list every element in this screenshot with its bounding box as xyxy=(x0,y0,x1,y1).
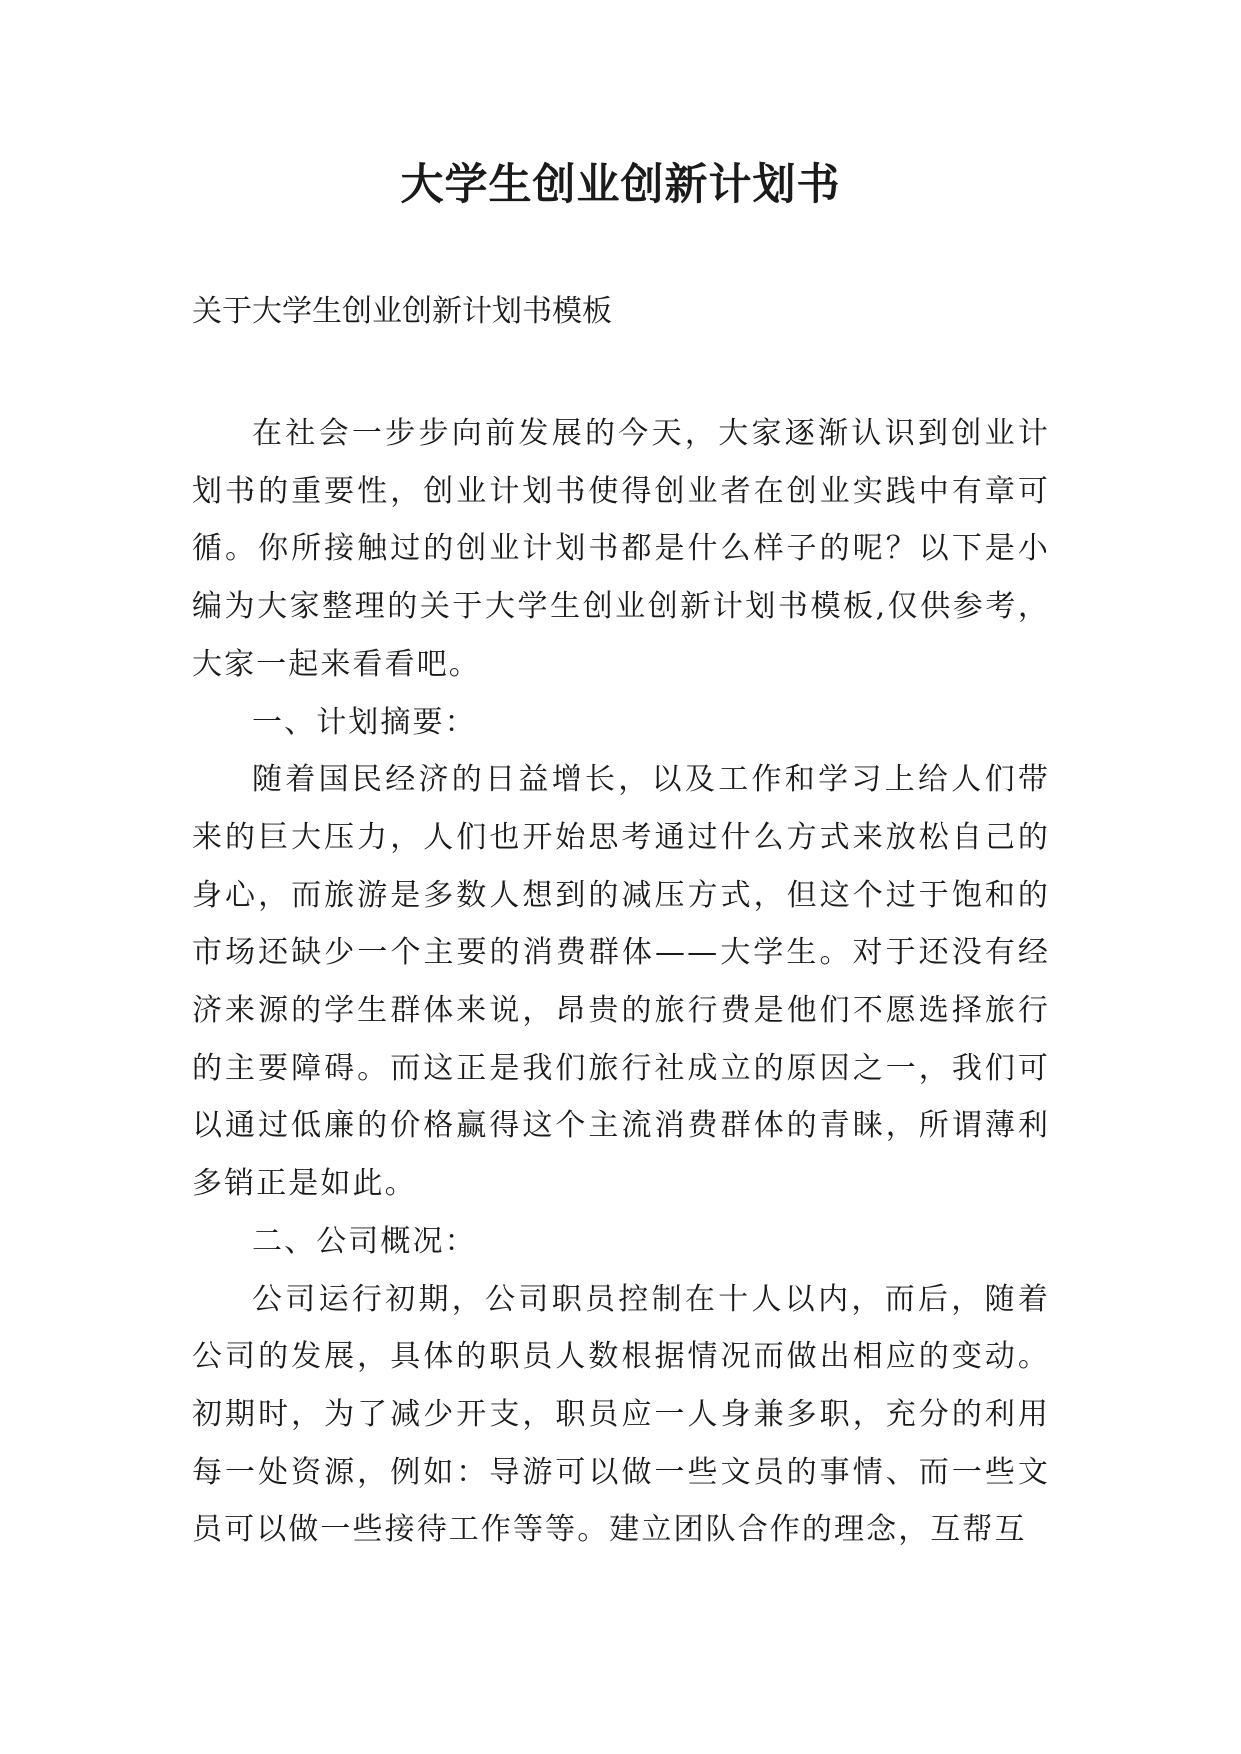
paragraph-summary: 随着国民经济的日益增长，以及工作和学习上给人们带来的巨大压力，人们也开始思考通过什么方式来放松自己的身心，而旅游是多数人想到的减压方式，但这个过于饱和的市场还缺少一个主要的消费群体——大学生。对于还没有经济来源的学生群体来说，昂贵的旅行费是他们不愿选择旅行的主要障碍。而这正是我们旅行社成立的原因之一，我们可以通过低廉的价格赢得这个主流消费群体的青睐，所谓薄利多销正是如此。 xyxy=(192,762,1050,1202)
paragraph-overview: 公司运行初期，公司职员控制在十人以内，而后，随着公司的发展，具体的职员人数根据情况而做出相应的变动。初期时，为了减少开支，职员应一人身兼多职，充分的利用每一处资源，例如：导游可以做一些文员的事情、而一些文员可以做一些接待工作等等。建立团队合作的理念，互帮互 xyxy=(192,1281,1050,1548)
document-body xyxy=(192,405,1050,1559)
section-heading-overview: 二、公司概况： xyxy=(252,1223,477,1259)
section-heading-summary: 一、计划摘要： xyxy=(252,704,477,740)
document-title: 大学生创业创新计划书 xyxy=(400,160,841,210)
paragraph-intro: 在社会一步步向前发展的今天，大家逐渐认识到创业计划书的重要性，创业计划书使得创业者在创业实践中有章可循。你所接触过的创业计划书都是什么样子的呢？以下是小编为大家整理的关于大学生创业创新计划书模板,仅供参考，大家一起来看看吧。 xyxy=(192,416,1050,682)
document-subtitle: 关于大学生创业创新计划书模板 xyxy=(192,294,612,329)
